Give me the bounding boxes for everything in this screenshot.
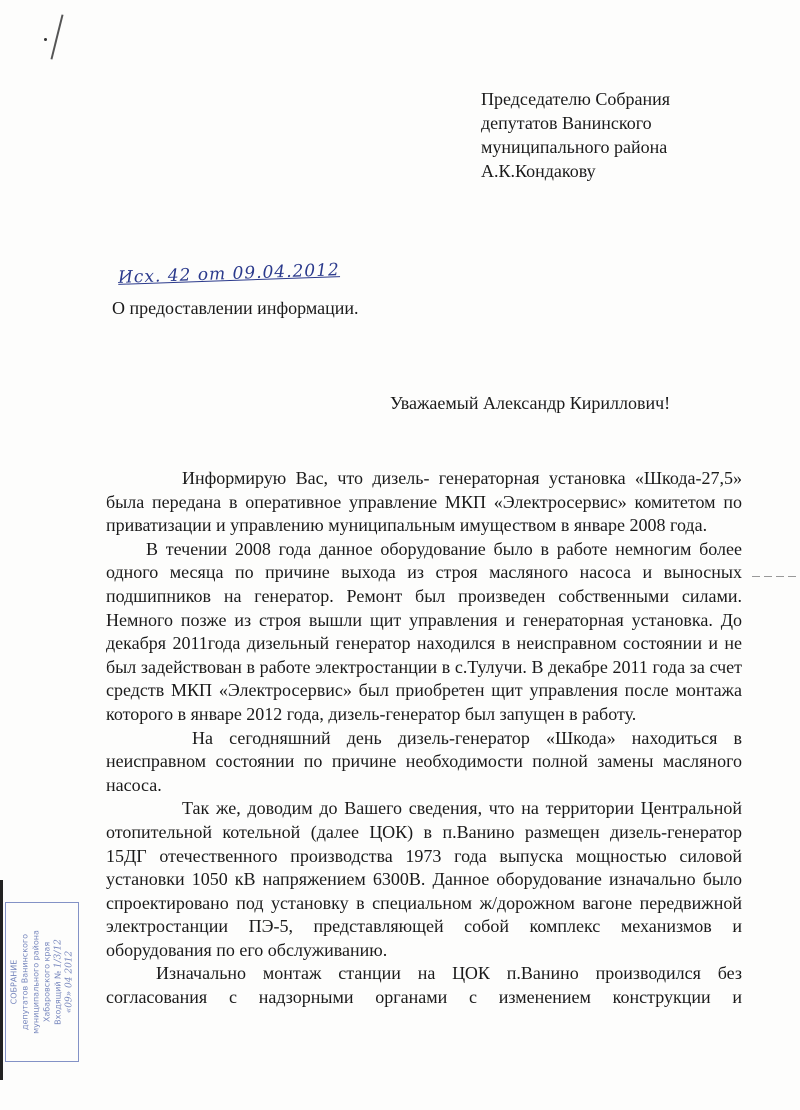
addressee-line: А.К.Кондакову: [481, 161, 596, 181]
stamp-line: [53, 907, 65, 1057]
registration-stamp: [5, 902, 79, 1062]
stamp-line: Хабаровского края: [42, 941, 52, 1023]
handwritten-registration-note: Исх. 42 от 09.04.2012: [117, 260, 341, 288]
letter-subject: О предоставлении информации.: [112, 298, 359, 318]
addressee-block: [481, 87, 791, 183]
stamp-line: муниципального района: [31, 930, 41, 1034]
addressee-line: депутатов Ванинского: [481, 113, 652, 133]
addressee-line: муниципального района: [481, 137, 668, 157]
body-paragraph: В течении 2008 года данное оборудование было в работе немногим более одного месяца по причине выхода из строя масляного насоса и выносных подшипников на генератор. Ремонт был произведен собственными силами. Немного позже из строя вышли щит управления и генераторная установка. До декабря 2011года дизельный генератор находился в неисправном состоянии и не был задействован в работе электростанции в с.Тулучи. В декабре 2011 года за счет средств МКП «Электросервис» был приобретен щит управления после монтажа которого в январе 2012 года, дизель-генератор был запущен в работу.: [106, 538, 742, 724]
stamp-line: СОБРАНИЕ: [9, 959, 19, 1005]
body-paragraph: Так же, доводим до Вашего сведения, что на территории Центральной отопительной котельной (далее ЦОК) в п.Ванино размещен дизель-генератор 15ДГ отечественного производства 1973 года выпуска мощностью силовой установки 1050 кВ напряжением 6300В. Данное оборудование изначально было спроектировано под установку в специальном ж/дорожном вагоне передвижной электростанции ПЭ-5, представляющей собой комплекс механизмов и оборудования по его обслуживанию.: [106, 798, 742, 960]
letter-body: [106, 467, 742, 1010]
ink-dot: [44, 38, 47, 41]
margin-scan-mark: [752, 576, 798, 577]
salutation: Уважаемый Александр Кириллович!: [390, 393, 671, 413]
scan-edge-shadow: [0, 880, 3, 1080]
stamp-date: «09» 04 2012: [64, 950, 75, 1014]
body-paragraph: На сегодняшний день дизель-генератор «Шкода» находиться в неисправном состоянии по причине необходимости полной замены масляного насоса.: [106, 727, 742, 795]
stamp-incoming-label: Входящий №: [53, 970, 63, 1025]
body-paragraph: Информирую Вас, что дизель- генераторная установка «Шкода-27,5» была передана в оперативное управление МКП «Электросервис» комитетом по приватизации и управлению муниципальным имуществом в январе 2008 года.: [106, 468, 742, 536]
pen-mark: [50, 14, 63, 59]
stamp-text: [9, 907, 76, 1057]
stamp-handwritten-number: 1/3/12: [53, 939, 64, 969]
addressee-line: Председателю Собрания: [481, 89, 671, 109]
stamp-line: депутатов Ванинского: [20, 933, 30, 1031]
body-paragraph: Изначально монтаж станции на ЦОК п.Ванино производился без согласования с надзорными органами с изменением конструкции и: [106, 963, 742, 1008]
